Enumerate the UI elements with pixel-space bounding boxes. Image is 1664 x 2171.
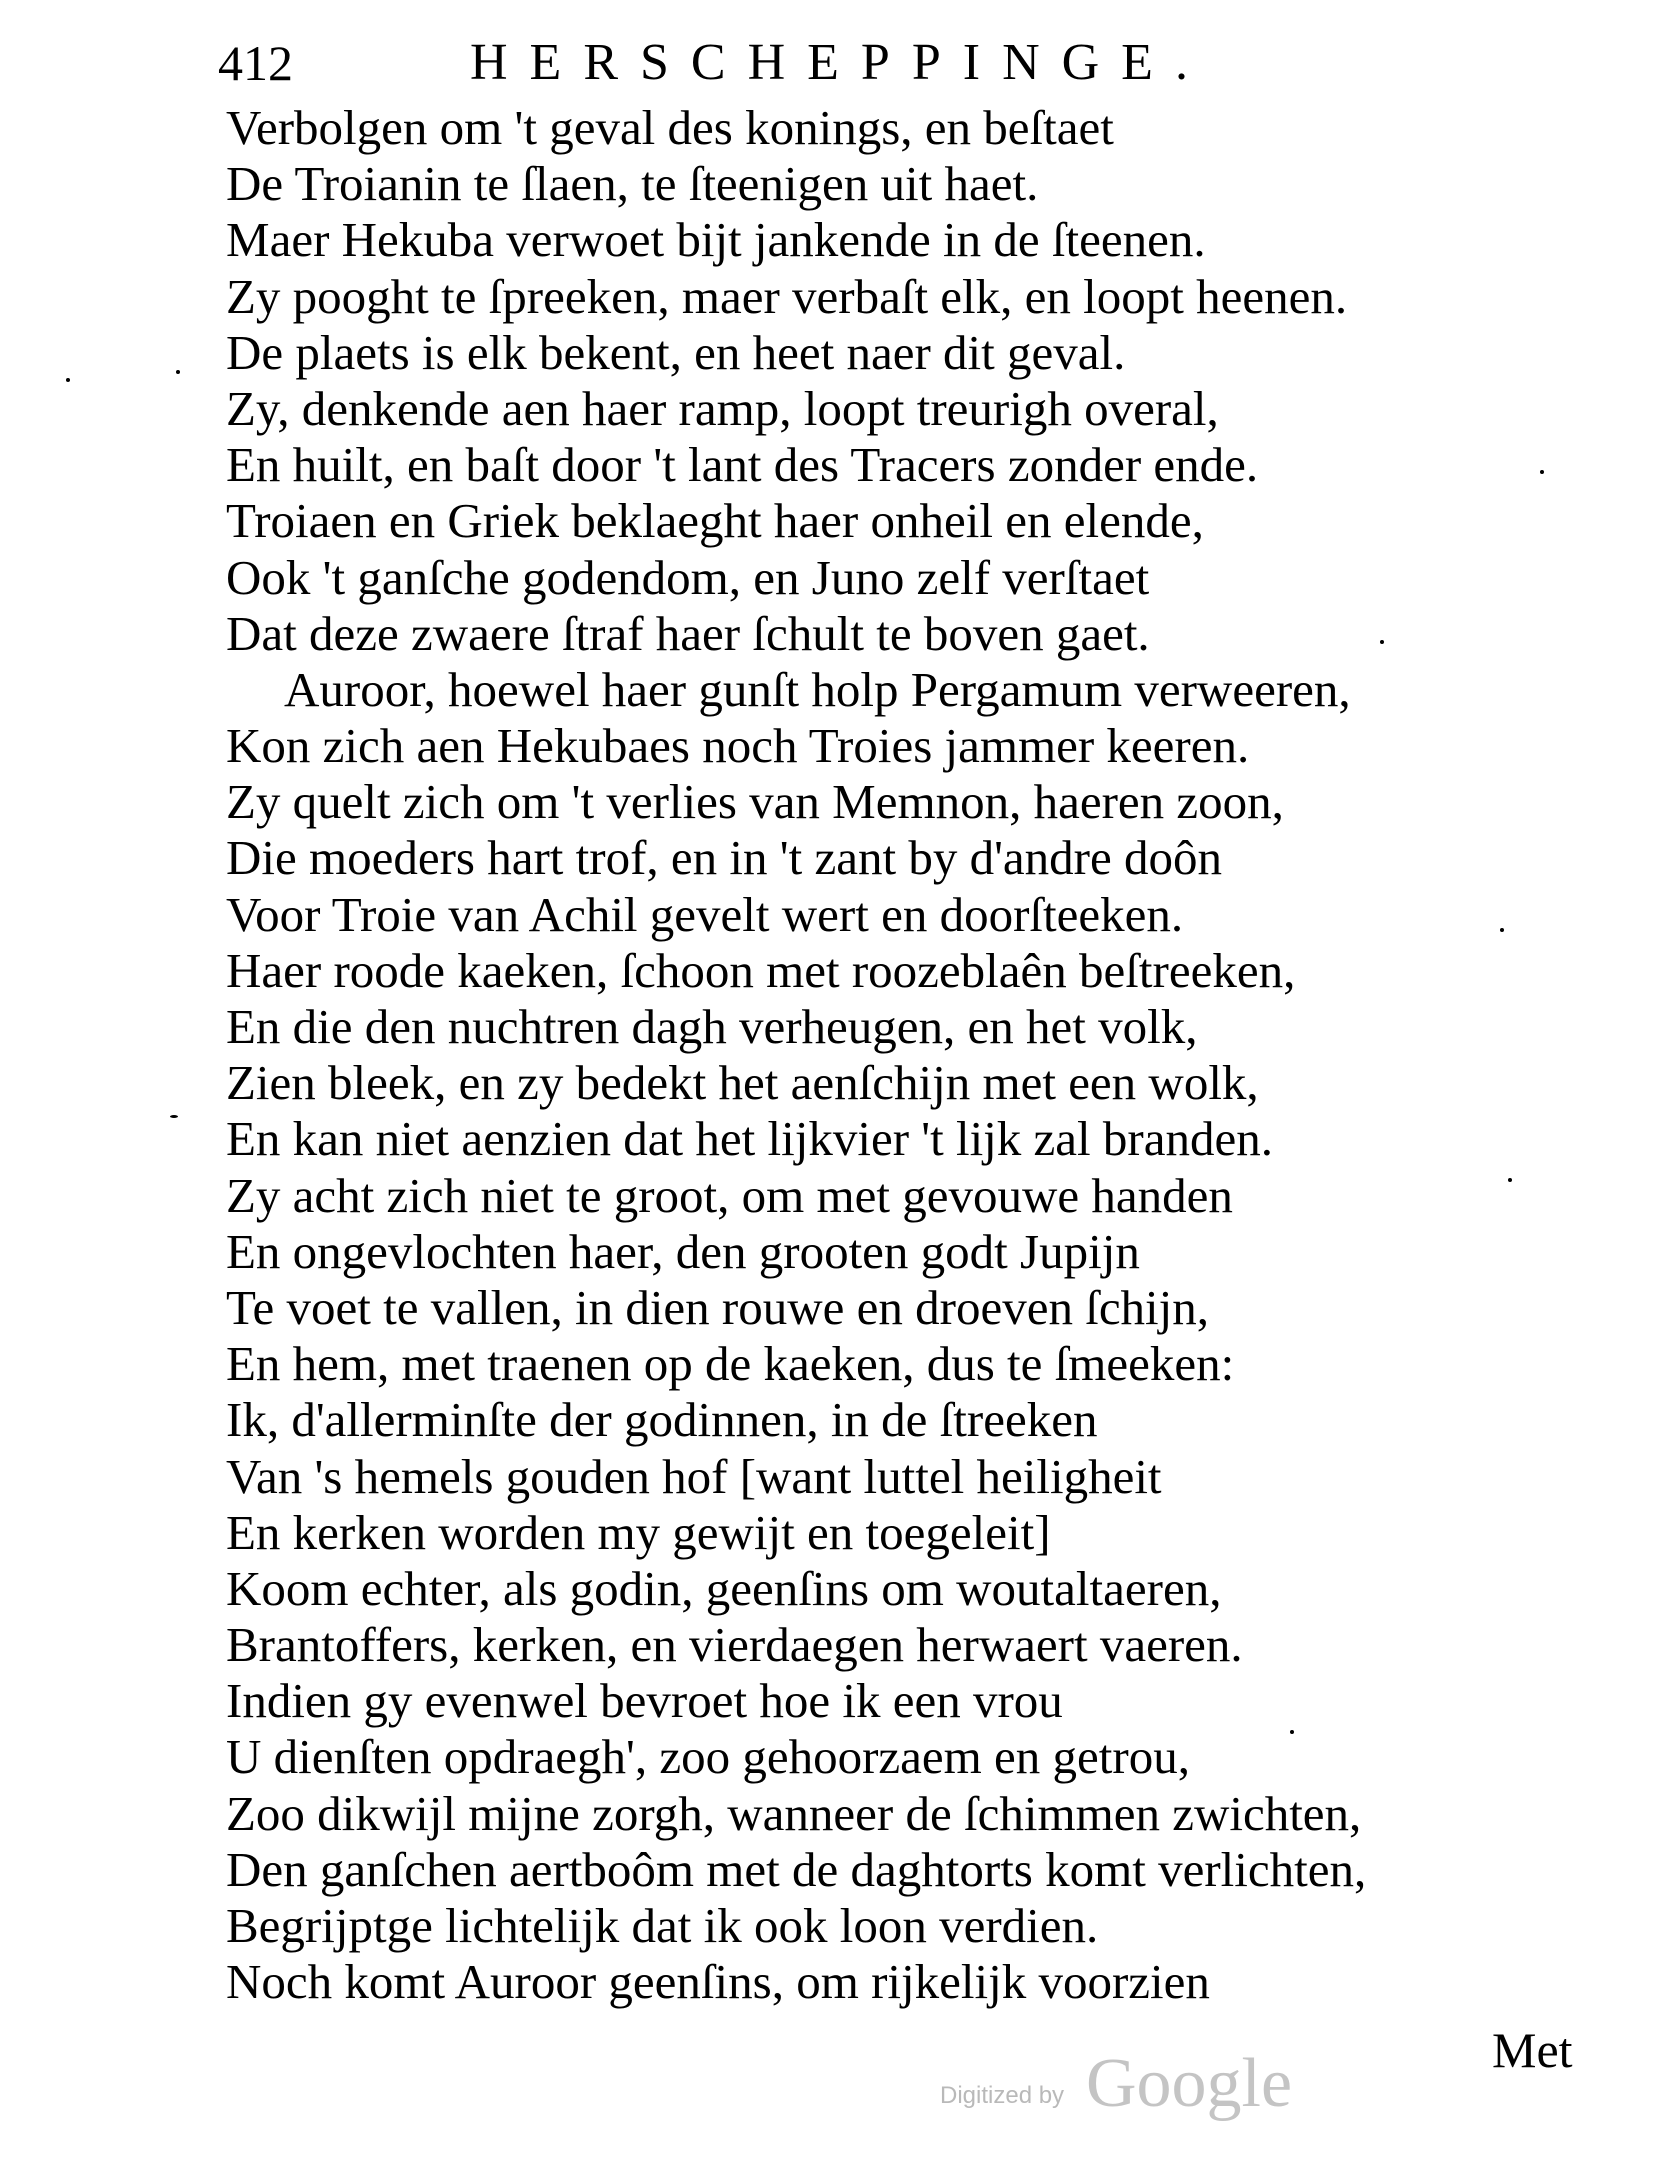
poem-line: Indien gy evenwel bevroet hoe ik een vrou xyxy=(226,1673,1063,1729)
print-speck xyxy=(170,1115,178,1118)
poem-line: Troiaen en Griek beklaeght haer onheil en elende, xyxy=(226,493,1204,549)
page-number: 412 xyxy=(218,35,293,91)
poem-line: Begrijptge lichtelijk dat ik ook loon verdien. xyxy=(226,1898,1099,1953)
poem-line: Den ganſchen aertboôm met de daghtorts komt verlichten, xyxy=(226,1841,1367,1897)
print-speck xyxy=(1540,470,1544,474)
print-speck xyxy=(66,378,70,382)
poem-text xyxy=(226,100,1626,2010)
print-speck xyxy=(1508,1178,1512,1182)
print-speck xyxy=(176,370,180,374)
print-speck xyxy=(1380,640,1384,644)
poem-line: De plaets is elk bekent, en heet naer dit geval. xyxy=(226,324,1126,380)
poem-line: Dat deze zwaere ſtraf haer ſchult te boven gaet. xyxy=(226,605,1150,661)
poem-line: Zy acht zich niet te groot, om met gevouwe handen xyxy=(226,1167,1233,1223)
poem-line: Koom echter, als godin, geenſins om woutaltaeren, xyxy=(226,1560,1222,1616)
poem-line: Kon zich aen Hekubaes noch Troies jammer keeren. xyxy=(226,718,1250,774)
poem-line: Zoo dikwijl mijne zorgh, wanneer de ſchimmen zwichten, xyxy=(226,1785,1362,1841)
poem-line: Te voet te vallen, in dien rouwe en droeven ſchijn, xyxy=(226,1279,1210,1335)
page-header xyxy=(218,28,1358,98)
poem-line: Voor Troie van Achil gevelt wert en doorſteeken. xyxy=(226,886,1184,942)
poem-line: Ik, d'allerminſte der godinnen, in de ſtreeken xyxy=(226,1392,1098,1448)
catchword: Met xyxy=(1492,2022,1573,2078)
poem-line: Zy pooght te ſpreeken, maer verbaſt elk, en loopt heenen. xyxy=(226,268,1348,324)
poem-line: Ook 't ganſche godendom, en Juno zelf verſtaet xyxy=(226,549,1150,605)
print-speck xyxy=(1290,1730,1294,1734)
poem-line: En kan niet aenzien dat het lijkvier 't lijk zal branden. xyxy=(226,1111,1273,1167)
google-logo: Google xyxy=(1086,2045,1293,2122)
poem-line: Verbolgen om 't geval des konings, en beſtaet xyxy=(226,100,1114,155)
print-speck xyxy=(1500,928,1504,932)
poem-line: Zy quelt zich om 't verlies van Memnon, haeren zoon, xyxy=(226,774,1284,830)
poem-line: En kerken worden my gewijt en toegeleit] xyxy=(226,1504,1051,1560)
poem-line: En die den nuchtren dagh verheugen, en het volk, xyxy=(226,999,1198,1054)
poem-line: Auroor, hoewel haer gunſt holp Pergamum verweeren, xyxy=(284,661,1351,717)
running-title: HERSCHEPPINGE. xyxy=(470,34,1210,91)
poem-line: De Troianin te ſlaen, te ſteenigen uit haet. xyxy=(226,156,1039,212)
poem-line: Die moeders hart trof, en in 't zant by d'andre doôn xyxy=(226,830,1222,886)
poem-line: Zy, denkende aen haer ramp, loopt treurigh overal, xyxy=(226,380,1219,436)
poem-line: Brantoffers, kerken, en vierdaegen herwaert vaeren. xyxy=(226,1617,1243,1673)
poem-line: Zien bleek, en zy bedekt het aenſchijn met een wolk, xyxy=(226,1055,1259,1111)
poem-line: Van 's hemels gouden hof [want luttel heiligheit xyxy=(226,1448,1162,1504)
poem-line: Maer Hekuba verwoet bijt jankende in de ſteenen. xyxy=(226,212,1206,268)
poem-line: En ongevlochten haer, den grooten godt Jupijn xyxy=(226,1223,1140,1279)
poem-line: Noch komt Auroor geenſins, om rijkelijk voorzien xyxy=(226,1954,1210,2010)
poem-line: En hem, met traenen op de kaeken, dus te ſmeeken: xyxy=(226,1336,1235,1392)
poem-line: En huilt, en baſt door 't lant des Tracers zonder ende. xyxy=(226,437,1259,493)
poem-line: U dienſten opdraegh', zoo gehoorzaem en getrou, xyxy=(226,1729,1190,1785)
poem-line: Haer roode kaeken, ſchoon met roozeblaên beſtreeken, xyxy=(226,942,1296,998)
digitized-by-label: Digitized by xyxy=(940,2082,1065,2109)
